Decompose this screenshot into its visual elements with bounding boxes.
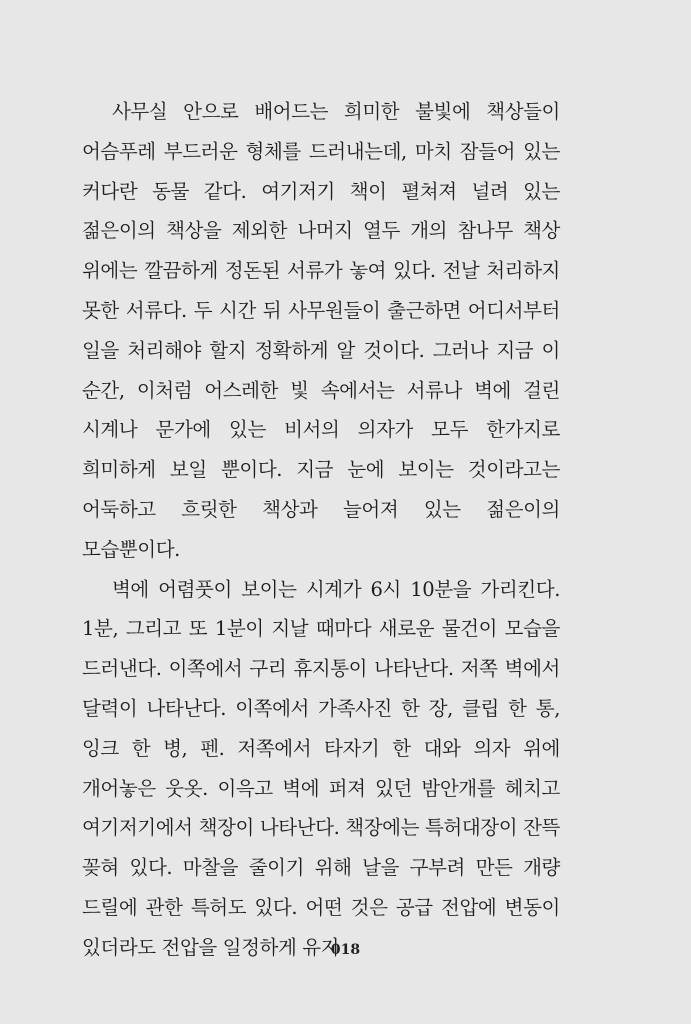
body-text (82, 92, 560, 968)
page-number: 018 (330, 942, 361, 958)
paragraph-2: 벽에 어렴풋이 보이는 시계가 6시 10분을 가리킨다. 1분, 그리고 또 1분이 지날 때마다 새로운 물건이 모습을 드러낸다. 이쪽에서 구리 휴지통이 나타난다. 저쪽 벽에서 달력이 나타난다. 이쪽에서 가족사진 한 장, 클립 한 통, 잉크 한 병, 펜. 저쪽에서 타자기 한 대와 의자 위에 개어놓은 웃옷. 이윽고 벽에 퍼져 있던 밤안개를 헤치고 여기저기에서 책장이 나타난다. 책장에는 특허대장이 잔뜩 꽂혀 있다. 마찰을 줄이기 위해 날을 구부려 만든 개량 드릴에 관한 특허도 있다. 어떤 것은 공급 전압에 변동이 있더라도 전압을 일정하게 유지 (82, 577, 560, 959)
paragraph-1: 사무실 안으로 배어드는 희미한 불빛에 책상들이 어슴푸레 부드러운 형체를 드러내는데, 마치 잠들어 있는 커다란 동물 같다. 여기저기 책이 펼쳐져 널려 있는 젊은이의 책상을 제외한 나머지 열두 개의 참나무 책상 위에는 깔끔하게 정돈된 서류가 놓여 있다. 전날 처리하지 못한 서류다. 두 시간 뒤 사무원들이 출근하면 어디서부터 일을 처리해야 할지 정확하게 알 것이다. 그러나 지금 이 순간, 이처럼 어스레한 빛 속에서는 서류나 벽에 걸린 시계나 문가에 있는 비서의 의자가 모두 한가지로 희미하게 보일 뿐이다. 지금 눈에 보이는 것이라고는 어둑하고 흐릿한 책상과 늘어져 있는 젊은이의 모습뿐이다. (82, 100, 560, 561)
